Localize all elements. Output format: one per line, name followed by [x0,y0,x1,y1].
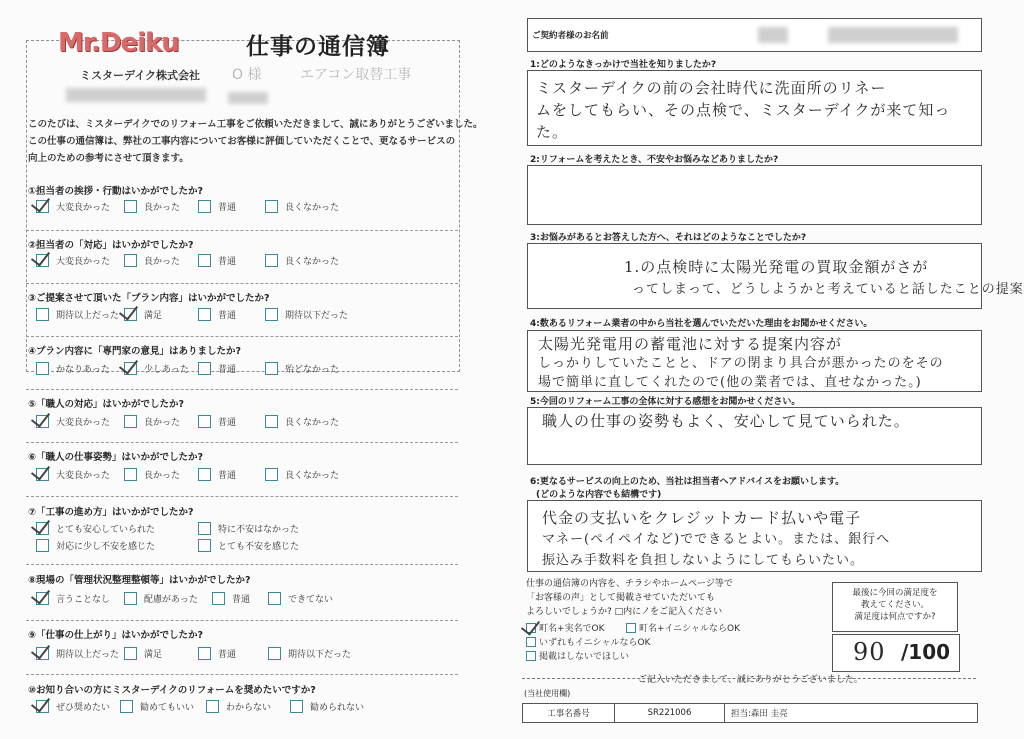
question-7-title: ⑦「工事の進め方」はいかがでしたか? [28,507,194,518]
q5-option-1[interactable]: 大変良かった [36,415,110,428]
satisfaction-prompt-box [832,582,958,632]
work-number: SR221006 [615,704,725,722]
company-use-label: (当社使用欄) [524,689,571,698]
checkbox[interactable] [198,522,211,535]
checkbox[interactable] [268,647,281,660]
q8-option-2[interactable]: 配慮があった [124,592,198,605]
q9-option-1[interactable]: 期待以上だった [36,647,119,660]
divider [522,678,976,679]
q10-option-3[interactable]: わからない [206,700,271,713]
divider [26,442,458,443]
checkbox-checked[interactable] [526,623,536,633]
divider [26,620,458,621]
question-1-title: ①担当者の挨拶・行動はいかがでしたか? [28,186,204,197]
publish-option-1[interactable]: 町名+実名でOK [526,621,605,634]
intro-line-3: 向上のための参考にさせて頂きます。 [28,153,189,164]
answer-box-4[interactable] [527,330,982,392]
answer-box-2[interactable] [527,165,982,225]
right-page [512,0,1024,739]
left-page [0,0,505,739]
q3-option-1[interactable]: 期待以上だった [36,308,119,321]
question-10-title: ⑩お知り合いの方にミスターデイクのリフォームを奨めたいですか? [28,685,316,696]
checkbox[interactable] [124,254,137,267]
divider [26,230,458,231]
checkbox[interactable] [290,700,303,713]
q5-option-4[interactable]: 良くなかった [265,415,339,428]
answer-4-line-3: 場で簡単に直してくれたので(他の業者では、直せなかった。) [538,375,922,390]
publish-option-2[interactable]: 町名+イニシャルならOK [626,621,740,634]
question-r6-label: 6:更なるサービスの向上のため、当社は担当者へアドバイスをお願いします。 [530,477,845,487]
answer-6-line-1: 代金の支払いをクレジットカード払いや電子 [542,509,862,527]
checkbox-checked[interactable] [36,700,49,713]
checkbox[interactable] [265,200,278,213]
q9-option-4[interactable]: 期待以下だった [268,647,351,660]
checkbox[interactable] [265,468,278,481]
redacted-name [758,27,788,43]
satisfaction-score: 90 [853,638,886,666]
logo: Mr.Deiku [58,28,179,58]
question-2-title: ②担当者の「対応」はいかがでしたか? [28,240,194,251]
question-r4-label: 4:数あるリフォーム業者の中から当社を選んでいただいた理由をお聞かせください。 [530,319,873,329]
answer-3-line-2: ってしまって、どうしようかと考えていると話したことの提案 [632,282,1024,297]
redacted-name-2 [228,92,268,104]
checkbox[interactable] [198,647,211,660]
question-9-title: ⑨「仕事の仕上がり」はいかがでしたか? [28,630,204,641]
q4-option-3[interactable]: 普通 [198,362,236,375]
checkbox[interactable] [124,592,137,605]
checkbox[interactable] [198,254,211,267]
checkbox[interactable] [198,308,211,321]
answer-box-1[interactable] [527,70,982,146]
checkbox[interactable] [198,468,211,481]
checkbox-checked[interactable] [36,468,49,481]
satisfaction-prompt-1: 最後に今回の満足度を [852,588,938,598]
checkbox-checked[interactable] [124,362,137,375]
q7-option-4[interactable]: とても不安を感じた [198,539,299,552]
satisfaction-prompt-3: 満足度は何点ですか? [854,612,936,622]
checkbox-checked[interactable] [36,415,49,428]
divider [26,283,458,284]
q2-option-4[interactable]: 良くなかった [265,254,339,267]
question-5-title: ⑤「職人の対応」はいかがでしたか? [28,399,185,410]
q7-option-1[interactable]: とても安心していられた [36,522,155,535]
q10-option-1[interactable]: ぜひ奨めたい [36,700,110,713]
checkbox[interactable] [206,700,219,713]
answer-1-line-2: ムをしてもらい、その点検で、ミスターデイクが来て知っ [536,101,951,119]
satisfaction-score-box[interactable] [832,634,960,672]
publish-option-3[interactable]: いずれもイニシャルならOK [526,635,650,648]
q2-option-3[interactable]: 普通 [198,254,236,267]
answer-5-line-1: 職人の仕事の姿勢もよく、安心して見ていられた。 [542,412,910,430]
q2-option-1[interactable]: 大変良かった [36,254,110,267]
redacted-name [66,88,206,102]
question-r1-label: 1:どのようなきっかけで当社を知りましたか? [530,60,717,70]
answer-box-5[interactable] [527,407,982,465]
q10-option-4[interactable]: 勧められない [290,700,364,713]
question-9-options [0,647,505,663]
q1-option-3[interactable]: 普通 [198,200,236,213]
answer-6-line-2: マネー(ペイペイなど)でできるとよい。または、銀行へ [542,532,891,547]
checkbox-checked[interactable] [36,254,49,267]
q1-option-2[interactable]: 良かった [124,200,180,213]
question-3-title: ③ご提案させて頂いた「プラン内容」はいかがでしたか? [28,293,270,304]
work-number-label: 工事名番号 [523,704,615,722]
q4-option-1[interactable]: かなりあった [36,362,110,375]
checkbox[interactable] [265,415,278,428]
q8-option-4[interactable]: できてない [268,592,333,605]
checkbox-checked[interactable] [36,522,49,535]
q9-option-2[interactable]: 満足 [124,647,162,660]
customer-name-label: ご契約者様のお名前 [532,31,609,41]
checkbox[interactable] [265,362,278,375]
publish-text-3: よろしいでしょうか? □内にノをご記入ください [526,607,723,617]
checkbox[interactable] [36,308,49,321]
checkbox[interactable] [198,362,211,375]
satisfaction-prompt-2: 教えてください。 [860,600,929,610]
q5-option-3[interactable]: 普通 [198,415,236,428]
answer-box-6[interactable] [527,500,982,572]
checkbox[interactable] [268,592,281,605]
question-7-options-row1 [0,522,505,538]
q10-option-2[interactable]: 勧めてもいい [120,700,194,713]
q6-option-1[interactable]: 大変良かった [36,468,110,481]
answer-6-line-3: 振込み手数料を負担しないようにしてもらいたい。 [542,553,865,568]
q6-option-4[interactable]: 良くなかった [265,468,339,481]
checkbox[interactable] [124,468,137,481]
checkbox[interactable] [526,651,536,661]
question-r2-label: 2:リフォームを考えたとき、不安やお悩みなどありましたか? [530,155,779,165]
checkbox-checked[interactable] [36,592,49,605]
publish-option-4[interactable]: 掲載はしないでほしい [526,649,629,662]
answer-3-line-1: 1.の点検時に太陽光発電の買取金額がさが [624,258,929,276]
checkbox[interactable] [265,308,278,321]
company-name: ミスターデイク株式会社 [80,69,201,82]
answer-1-line-3: た。 [536,123,569,141]
question-1-options [0,200,505,216]
q8-option-1[interactable]: 言うことなし [36,592,110,605]
intro-line-1: このたびは、ミスターデイクでのリフォーム工事をご依頼いただきまして、誠にありがとうございました。 [28,119,483,130]
q6-option-2[interactable]: 良かった [124,468,180,481]
q2-option-2[interactable]: 良かった [124,254,180,267]
q4-option-2[interactable]: 少しあった [124,362,189,375]
intro-line-2: この仕事の通信簿は、弊社の工事内容についてお客様に評価していただくことで、更なるサービスの [28,136,456,147]
publish-text-2: 「お客様の声」として掲載させていただいても [526,593,716,603]
customer-name-box [527,18,982,52]
q3-option-2[interactable]: 満足 [124,308,162,321]
question-4-title: ④プラン内容に「専門家の意見」はありましたか? [28,346,242,357]
q5-option-2[interactable]: 良かった [124,415,180,428]
divider [26,336,458,337]
ghost-work-name: エアコン取替工事 [300,67,412,83]
checkbox-checked[interactable] [124,308,137,321]
checkbox[interactable] [124,200,137,213]
checkbox[interactable] [120,700,133,713]
q9-option-3[interactable]: 普通 [198,647,236,660]
answer-box-3[interactable] [527,243,1024,309]
q7-option-3[interactable]: 対応に少し不安を感じた [36,539,155,552]
checkbox[interactable] [526,637,536,647]
divider [26,674,458,675]
checkbox[interactable] [36,539,49,552]
question-6-options [0,468,505,484]
question-5-options [0,415,505,431]
redacted-name-2 [828,27,958,43]
answer-4-line-2: しっかりしていたことと、ドアの閉まり具合が悪かったのをその [538,356,944,371]
document-title: 仕事の通信簿 [246,34,390,60]
divider [26,564,458,565]
checkbox[interactable] [198,200,211,213]
checkbox[interactable] [265,254,278,267]
divider [26,389,458,390]
q8-option-3[interactable]: 普通 [212,592,250,605]
checkbox[interactable] [212,592,225,605]
q4-option-4[interactable]: 殆どなかった [265,362,339,375]
question-8-title: ⑧現場の「管理状況整理整頓等」はいかがでしたか? [28,575,251,586]
q1-option-4[interactable]: 良くなかった [265,200,339,213]
company-use-table [522,703,978,723]
answer-1-line-1: ミスターデイクの前の会社時代に洗面所のリネー [536,79,887,97]
checkbox[interactable] [198,415,211,428]
question-3-options [0,308,505,324]
checkbox-checked[interactable] [36,647,49,660]
question-8-options [0,592,505,608]
answer-4-line-1: 太陽光発電用の蓄電池に対する提案内容が [538,335,843,353]
ghost-honorific: O 様 [232,67,262,83]
question-7-options-row2 [0,539,505,555]
q1-option-1[interactable]: 大変良かった [36,200,110,213]
thanks-message: ご記入いただきまして、誠にありがとうございました。 [638,675,863,685]
checkbox[interactable] [36,362,49,375]
publish-text-1: 仕事の通信簿の内容を、チラシやホームページ等で [526,579,733,589]
question-r5-label: 5:今回のリフォーム工事の全体に対する感想をお聞かせください。 [530,397,801,407]
checkbox[interactable] [124,415,137,428]
q3-option-4[interactable]: 期待以下だった [265,308,348,321]
q6-option-3[interactable]: 普通 [198,468,236,481]
checkbox[interactable] [124,647,137,660]
question-10-options [0,700,505,716]
question-4-options [0,362,505,378]
checkbox-checked[interactable] [36,200,49,213]
q3-option-3[interactable]: 普通 [198,308,236,321]
q7-option-2[interactable]: 特に不安はなかった [198,522,299,535]
divider [26,496,458,497]
question-r3-label: 3:お悩みがあるとお答えした方へ、それはどのようなことでしたか? [530,233,807,243]
question-r6-sublabel: (どのような内容でも結構です) [536,490,662,500]
question-6-title: ⑥「職人の仕事姿勢」はいかがでしたか? [28,452,204,463]
satisfaction-score-max: /100 [901,640,951,664]
staff-name: 担当:森田 圭亮 [731,709,788,719]
question-2-options [0,254,505,270]
checkbox[interactable] [198,539,211,552]
checkbox[interactable] [626,623,636,633]
